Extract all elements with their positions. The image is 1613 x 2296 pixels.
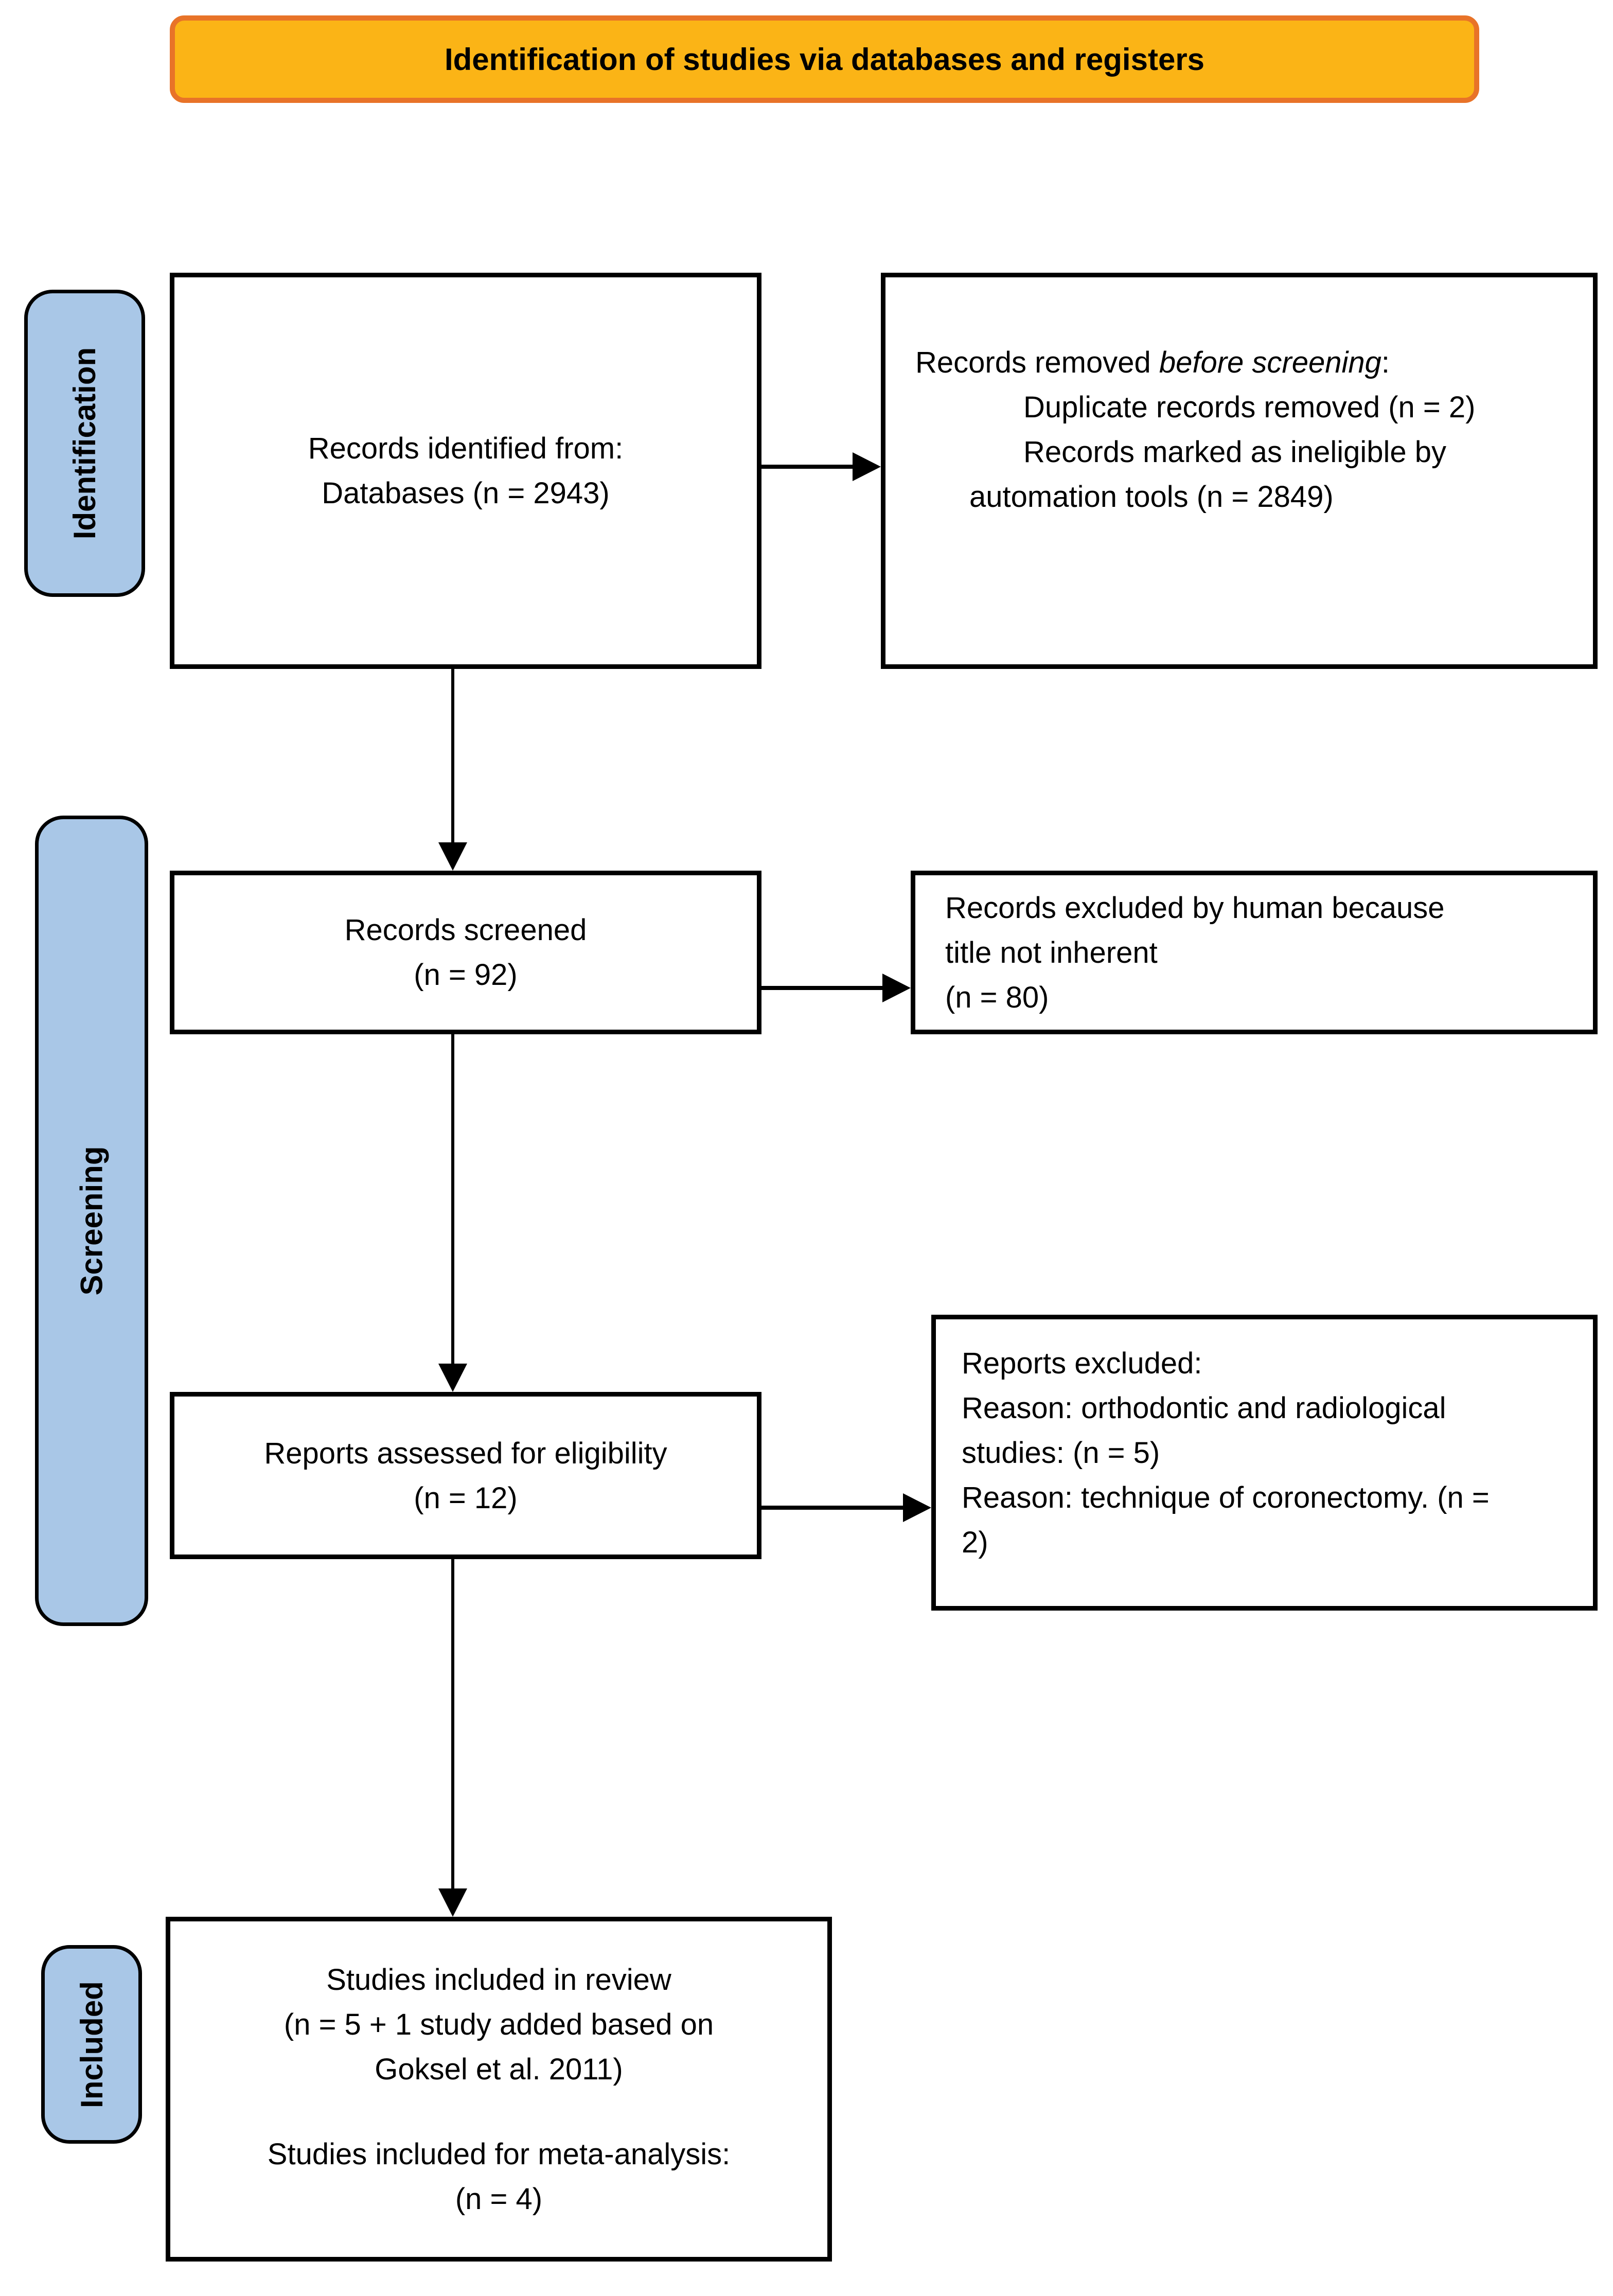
text-line: Records marked as ineligible by: [1023, 435, 1447, 469]
arrow-shaft: [761, 986, 884, 990]
stage-label-text: Included: [74, 1981, 109, 2108]
text-line: Studies included for meta-analysis:: [267, 2137, 731, 2171]
box-records-identified: [170, 273, 761, 669]
text-line: (n = 12): [414, 1481, 518, 1515]
arrowhead-down-icon: [438, 1364, 467, 1392]
box-reports-excluded: [931, 1315, 1598, 1611]
text-line: Records identified from:: [308, 432, 624, 465]
arrowhead-down-icon: [438, 842, 467, 871]
text-line: Records excluded by human because: [945, 891, 1445, 925]
text-line: (n = 92): [414, 958, 518, 992]
arrow-shaft: [451, 1034, 454, 1365]
arrow-shaft: [761, 1506, 905, 1510]
text-line: [915, 340, 1572, 385]
box-studies-included: [166, 1917, 832, 2262]
arrowhead-right-icon: [903, 1493, 931, 1522]
text-line: 2): [962, 1526, 988, 1559]
text-line: Reports excluded:: [962, 1347, 1202, 1380]
box-records-excluded: [911, 871, 1598, 1034]
text-line: automation tools (n = 2849): [969, 480, 1334, 514]
text-line: Goksel et al. 2011): [375, 2052, 623, 2086]
intro-italic: before screening: [1159, 346, 1381, 379]
arrow-shaft: [451, 1559, 454, 1890]
header-title: Identification of studies via databases and registers: [444, 42, 1205, 77]
intro-prefix: Records removed: [915, 346, 1159, 379]
stage-label-identification: [24, 290, 145, 597]
text-line: Databases (n = 2943): [322, 476, 610, 510]
studies-included-meta-analysis-lines: [268, 2132, 730, 2221]
box-records-removed-before-screening: [881, 273, 1598, 669]
text-line: Records screened: [344, 913, 587, 947]
arrowhead-right-icon: [853, 452, 881, 481]
text-line: (n = 5 + 1 study added based on: [283, 2007, 714, 2041]
intro-suffix: :: [1381, 346, 1390, 379]
text-line: Reason: orthodontic and radiological: [962, 1391, 1446, 1425]
studies-included-review-lines: [284, 1957, 714, 2092]
box-records-screened: [170, 871, 761, 1034]
arrow-shaft: [761, 465, 854, 469]
arrow-shaft: [451, 669, 454, 844]
stage-label-text: Identification: [67, 347, 102, 540]
text-line: Studies included in review: [326, 1963, 671, 1997]
text-line: Reports assessed for eligibility: [264, 1436, 667, 1470]
text-line: Duplicate records removed (n = 2): [1023, 391, 1476, 424]
text-line: (n = 4): [455, 2182, 543, 2216]
arrowhead-down-icon: [438, 1888, 467, 1917]
text-line: Reason: technique of coronectomy. (n =: [962, 1481, 1490, 1514]
stage-label-included: [41, 1945, 142, 2144]
text-line: (n = 80): [945, 980, 1049, 1014]
header-banner: [170, 15, 1479, 103]
text-line: title not inherent: [945, 935, 1158, 969]
text-line: studies: (n = 5): [962, 1436, 1160, 1470]
stage-label-screening: [35, 816, 148, 1626]
box-reports-assessed: [170, 1392, 761, 1559]
stage-label-text: Screening: [74, 1146, 109, 1296]
detail-lines: [915, 385, 1572, 519]
arrowhead-right-icon: [882, 974, 911, 1002]
